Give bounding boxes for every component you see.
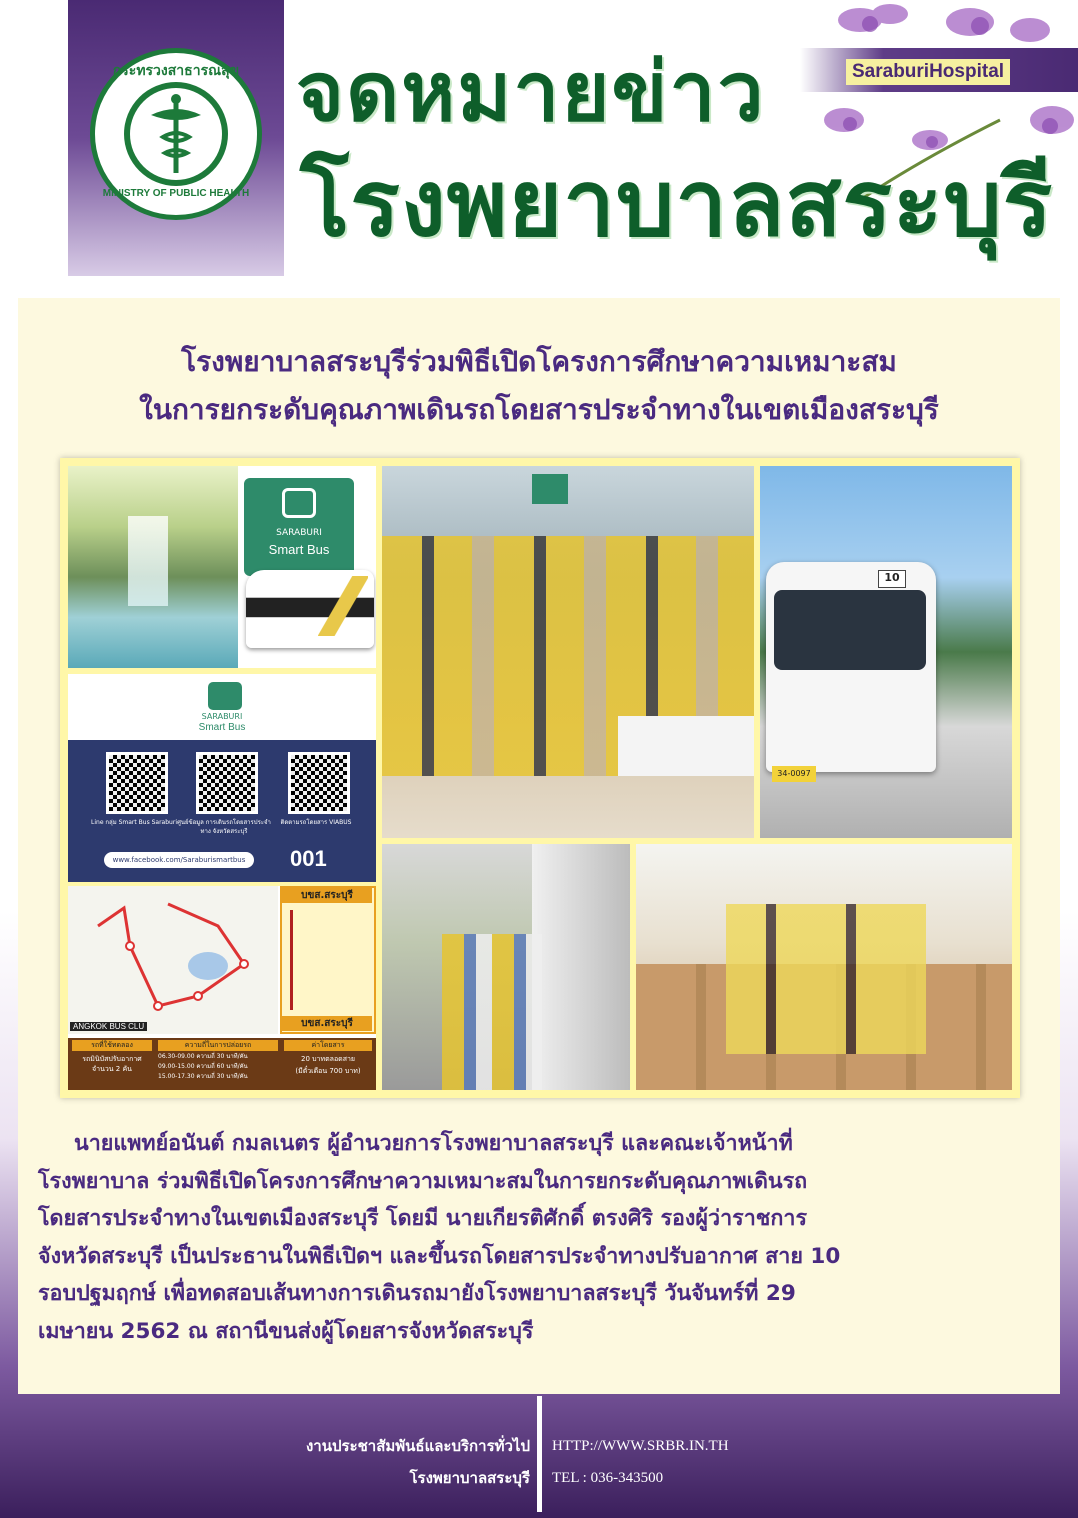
footer-website[interactable]: HTTP://WWW.SRBR.IN.TH <box>552 1438 729 1454</box>
body-line-3: โดยสารประจำทางในเขตเมืองสระบุรี โดยมี นายเกียรติศักดิ์ ตรงศิริ รองผู้ว่าราชการ <box>38 1206 808 1231</box>
body-line-4: จังหวัดสระบุรี เป็นประธานในพิธีเปิดฯ และขึ้นรถโดยสารประจำทางปรับอากาศ สาย 10 <box>38 1243 841 1269</box>
qr-caption-3: ติดตามรถโดยสาร VIABUS <box>280 819 352 826</box>
body-line-2: โรงพยาบาล ร่วมพิธีเปิดโครงการศึกษาความเหมาะสมในการยกระดับคุณภาพเดินรถ <box>38 1168 808 1194</box>
waterfall-stream <box>128 516 168 606</box>
passengers-inside <box>726 904 926 1054</box>
article-body <box>38 1125 1048 1350</box>
bus-brand-small: SARABURI <box>276 528 322 538</box>
footer-tel: TEL : 036-343500 <box>552 1470 664 1486</box>
inside-bus-photo <box>636 844 1012 1090</box>
bus-stripe <box>318 576 368 636</box>
body-line-6: เมษายน 2562 ณ สถานีขนส่งผู้โดยสารจังหวัดสระบุรี <box>38 1318 534 1344</box>
headline-line-1: โรงพยาบาลสระบุรีร่วมพิธีเปิดโครงการศึกษาความเหมาะสม <box>181 345 897 378</box>
fare-value: 20 บาทตลอดสาย <box>300 1055 355 1063</box>
bus-front-photo <box>760 466 1012 838</box>
qr-code-info[interactable] <box>196 752 258 814</box>
bus-plate: 34-0097 <box>772 766 816 782</box>
body-line-1: นายแพทย์อนันต์ กมลเนตร ผู้อำนวยการโรงพยาบาลสระบุรี และคณะเจ้าหน้าที่ <box>74 1131 793 1156</box>
headline-line-2: ในการยกระดับคุณภาพเดินรถโดยสารประจำทางในเขตเมืองสระบุรี <box>139 393 939 426</box>
facebook-url[interactable]: www.facebook.com/Saraburismartbus <box>104 852 254 868</box>
hospital-tag: SaraburiHospital <box>846 59 1010 85</box>
qr-code-viabus[interactable] <box>288 752 350 814</box>
map-watermark: ANGKOK BUS CLU <box>70 1022 147 1031</box>
newsletter-title: จดหมายข่าว <box>296 45 766 140</box>
bus-logo-icon <box>282 488 316 518</box>
ceremony-table <box>618 716 754 776</box>
qr-caption-2: ศูนย์ข้อมูล การเดินรถโดยสารประจำทาง จังหวัดสระบุรี <box>177 819 271 835</box>
route-title-end: บขส.สระบุรี <box>282 1016 372 1031</box>
photo-collage <box>60 458 1020 1098</box>
footer-department <box>200 1430 530 1494</box>
freq-head: ความถี่ในการปล่อยรถ <box>158 1040 278 1051</box>
freq-3: 15.00-17.30 ความถี่ 30 นาที/คัน <box>158 1073 248 1080</box>
qr-brand-name: Smart Bus <box>198 722 246 733</box>
freq-2: 09.00-15.00 ความถี่ 60 นาที/คัน <box>158 1063 248 1070</box>
footer-contact <box>552 1430 729 1494</box>
qr-brand-small: SARABURI <box>201 712 243 721</box>
route-map <box>68 886 376 1090</box>
station-sign <box>532 474 568 504</box>
footer-dept-line-2: โรงพยาบาลสระบุรี <box>409 1469 530 1487</box>
footer-divider <box>537 1396 542 1512</box>
fare-head: ค่าโดยสาร <box>284 1040 372 1051</box>
test-value: รถมินิบัสปรับอากาศ จำนวน 2 คัน <box>82 1055 142 1073</box>
headline <box>18 338 1060 434</box>
bus-brand-name: Smart Bus <box>268 542 330 557</box>
qr-code-line[interactable] <box>106 752 168 814</box>
qr-info-card <box>68 674 376 882</box>
route-title: บขส.สระบุรี <box>282 888 372 903</box>
body-line-5: รอบปฐมฤกษ์ เพื่อทดสอบเส้นทางการเดินรถมายังโรงพยาบาลสระบุรี วันจันทร์ที่ 29 <box>38 1281 796 1306</box>
route-line-icon <box>68 886 278 1034</box>
footer-dept-line-1: งานประชาสัมพันธ์และบริการทั่วไป <box>305 1437 530 1455</box>
logo-text-bottom: MINISTRY OF PUBLIC HEALTH <box>102 188 250 199</box>
test-head: รถที่ใช้ทดลอง <box>72 1040 152 1051</box>
qr-caption-1: Line กลุ่ม Smart Bus Saraburi <box>91 819 177 826</box>
route-stops-panel <box>280 886 376 1034</box>
bus-windshield <box>774 590 926 670</box>
boarding-photo <box>382 844 630 1090</box>
smart-bus-poster <box>68 466 376 668</box>
bus-logo-icon <box>208 682 242 710</box>
hospital-title: โรงพยาบาลสระบุรี <box>300 150 1054 257</box>
route-arrow <box>290 910 293 1010</box>
freq-1: 06.30-09.00 ความถี่ 30 นาที/คัน <box>158 1053 248 1060</box>
bus-side <box>532 844 630 1090</box>
logo-text-top: กระทรวงสาธารณสุข <box>112 63 240 79</box>
bus-route-display: 10 <box>878 570 906 588</box>
passengers <box>442 934 542 1090</box>
fare-note: (มีตั๋วเดือน 700 บาท) <box>295 1067 361 1075</box>
ceremony-photo <box>382 466 754 838</box>
route-number: 001 <box>290 846 327 871</box>
